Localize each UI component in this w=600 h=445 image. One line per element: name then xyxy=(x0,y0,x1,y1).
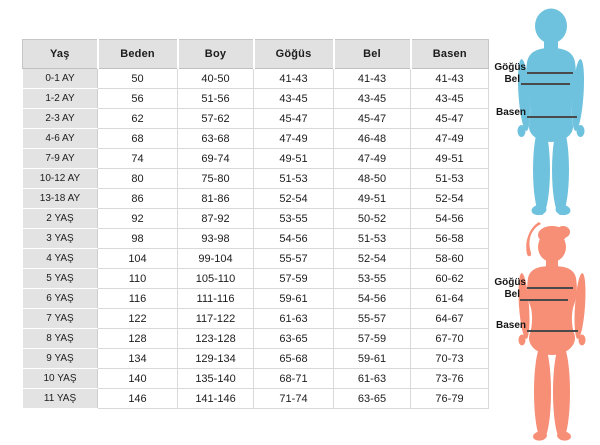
value-cell: 47-49 xyxy=(334,149,411,169)
value-cell: 64-67 xyxy=(411,309,489,329)
value-cell: 117-122 xyxy=(178,309,254,329)
value-cell: 99-104 xyxy=(178,249,254,269)
column-header-yas: Yaş xyxy=(23,40,98,69)
value-cell: 141-146 xyxy=(178,389,254,409)
boy-waist-label: Bel xyxy=(504,74,520,85)
value-cell: 74 xyxy=(98,149,178,169)
value-cell: 134 xyxy=(98,349,178,369)
value-cell: 56 xyxy=(98,89,178,109)
age-cell: 0-1 AY xyxy=(23,69,98,89)
value-cell: 61-63 xyxy=(334,369,411,389)
column-header-boy: Boy xyxy=(178,40,254,69)
column-header-bel: Bel xyxy=(334,40,411,69)
value-cell: 98 xyxy=(98,229,178,249)
value-cell: 105-110 xyxy=(178,269,254,289)
value-cell: 45-47 xyxy=(411,109,489,129)
age-cell: 4-6 AY xyxy=(23,129,98,149)
value-cell: 56-58 xyxy=(411,229,489,249)
value-cell: 46-48 xyxy=(334,129,411,149)
value-cell: 80 xyxy=(98,169,178,189)
boy-body-shapes xyxy=(516,9,586,216)
value-cell: 54-56 xyxy=(334,289,411,309)
value-cell: 122 xyxy=(98,309,178,329)
value-cell: 146 xyxy=(98,389,178,409)
table-row xyxy=(23,69,489,89)
value-cell: 55-57 xyxy=(334,309,411,329)
value-cell: 71-74 xyxy=(254,389,334,409)
table-row xyxy=(23,269,489,289)
age-cell: 4 YAŞ xyxy=(23,249,98,269)
table-row xyxy=(23,349,489,369)
table-row xyxy=(23,249,489,269)
table-row xyxy=(23,309,489,329)
value-cell: 111-116 xyxy=(178,289,254,309)
age-cell: 2-3 AY xyxy=(23,109,98,129)
value-cell: 45-47 xyxy=(334,109,411,129)
table-row xyxy=(23,149,489,169)
age-cell: 10 YAŞ xyxy=(23,369,98,389)
age-cell: 8 YAŞ xyxy=(23,329,98,349)
value-cell: 58-60 xyxy=(411,249,489,269)
age-cell: 9 YAŞ xyxy=(23,349,98,369)
girl-hip-label: Basen xyxy=(495,320,526,331)
boy-chest-label: Göğüs xyxy=(494,62,526,73)
value-cell: 59-61 xyxy=(254,289,334,309)
value-cell: 59-61 xyxy=(334,349,411,369)
value-cell: 63-65 xyxy=(254,329,334,349)
age-cell: 1-2 AY xyxy=(23,89,98,109)
table-row xyxy=(23,209,489,229)
value-cell: 52-54 xyxy=(334,249,411,269)
girl-waist-line xyxy=(520,299,568,301)
table-row xyxy=(23,189,489,209)
girl-hip-line xyxy=(527,330,578,332)
value-cell: 123-128 xyxy=(178,329,254,349)
column-header-gogus: Göğüs xyxy=(254,40,334,69)
value-cell: 51-56 xyxy=(178,89,254,109)
value-cell: 135-140 xyxy=(178,369,254,389)
value-cell: 65-68 xyxy=(254,349,334,369)
value-cell: 81-86 xyxy=(178,189,254,209)
value-cell: 57-59 xyxy=(334,329,411,349)
age-cell: 2 YAŞ xyxy=(23,209,98,229)
value-cell: 41-43 xyxy=(334,69,411,89)
value-cell: 52-54 xyxy=(411,189,489,209)
value-cell: 62 xyxy=(98,109,178,129)
age-cell: 7-9 AY xyxy=(23,149,98,169)
age-cell: 13-18 AY xyxy=(23,189,98,209)
table-row xyxy=(23,89,489,109)
value-cell: 116 xyxy=(98,289,178,309)
age-cell: 3 YAŞ xyxy=(23,229,98,249)
value-cell: 63-65 xyxy=(334,389,411,409)
header-row xyxy=(23,40,489,69)
value-cell: 73-76 xyxy=(411,369,489,389)
value-cell: 68 xyxy=(98,129,178,149)
value-cell: 69-74 xyxy=(178,149,254,169)
girl-chest-label: Göğüs xyxy=(494,277,526,288)
table-row xyxy=(23,129,489,149)
value-cell: 41-43 xyxy=(254,69,334,89)
boy-chest-line xyxy=(527,72,573,74)
girl-waist-label: Bel xyxy=(504,289,520,300)
column-header-basen: Basen xyxy=(411,40,489,69)
boy-hip-label: Basen xyxy=(495,107,526,118)
column-header-beden: Beden xyxy=(98,40,178,69)
value-cell: 87-92 xyxy=(178,209,254,229)
table-row xyxy=(23,329,489,349)
value-cell: 57-59 xyxy=(254,269,334,289)
boy-waist-line xyxy=(521,83,570,85)
value-cell: 86 xyxy=(98,189,178,209)
value-cell: 53-55 xyxy=(254,209,334,229)
value-cell: 129-134 xyxy=(178,349,254,369)
value-cell: 49-51 xyxy=(254,149,334,169)
value-cell: 47-49 xyxy=(411,129,489,149)
value-cell: 55-57 xyxy=(254,249,334,269)
value-cell: 52-54 xyxy=(254,189,334,209)
age-cell: 7 YAŞ xyxy=(23,309,98,329)
value-cell: 47-49 xyxy=(254,129,334,149)
value-cell: 43-45 xyxy=(411,89,489,109)
value-cell: 68-71 xyxy=(254,369,334,389)
value-cell: 49-51 xyxy=(334,189,411,209)
value-cell: 110 xyxy=(98,269,178,289)
value-cell: 54-56 xyxy=(411,209,489,229)
value-cell: 50 xyxy=(98,69,178,89)
value-cell: 48-50 xyxy=(334,169,411,189)
size-table xyxy=(22,39,489,409)
value-cell: 67-70 xyxy=(411,329,489,349)
table-row xyxy=(23,109,489,129)
value-cell: 50-52 xyxy=(334,209,411,229)
age-cell: 11 YAŞ xyxy=(23,389,98,409)
value-cell: 40-50 xyxy=(178,69,254,89)
value-cell: 51-53 xyxy=(254,169,334,189)
value-cell: 54-56 xyxy=(254,229,334,249)
value-cell: 57-62 xyxy=(178,109,254,129)
age-cell: 10-12 AY xyxy=(23,169,98,189)
value-cell: 140 xyxy=(98,369,178,389)
value-cell: 51-53 xyxy=(334,229,411,249)
table-row xyxy=(23,229,489,249)
value-cell: 49-51 xyxy=(411,149,489,169)
age-cell: 5 YAŞ xyxy=(23,269,98,289)
value-cell: 104 xyxy=(98,249,178,269)
table-row xyxy=(23,289,489,309)
value-cell: 76-79 xyxy=(411,389,489,409)
value-cell: 75-80 xyxy=(178,169,254,189)
value-cell: 70-73 xyxy=(411,349,489,369)
value-cell: 61-64 xyxy=(411,289,489,309)
value-cell: 51-53 xyxy=(411,169,489,189)
girl-chest-line xyxy=(527,287,573,289)
value-cell: 128 xyxy=(98,329,178,349)
girl-silhouette xyxy=(514,222,590,444)
size-table-body xyxy=(23,69,489,409)
value-cell: 43-45 xyxy=(334,89,411,109)
value-cell: 53-55 xyxy=(334,269,411,289)
table-row xyxy=(23,369,489,389)
value-cell: 61-63 xyxy=(254,309,334,329)
boy-hip-line xyxy=(527,116,577,118)
value-cell: 43-45 xyxy=(254,89,334,109)
value-cell: 93-98 xyxy=(178,229,254,249)
value-cell: 63-68 xyxy=(178,129,254,149)
value-cell: 41-43 xyxy=(411,69,489,89)
age-cell: 6 YAŞ xyxy=(23,289,98,309)
value-cell: 92 xyxy=(98,209,178,229)
table-row xyxy=(23,389,489,409)
table-row xyxy=(23,169,489,189)
value-cell: 45-47 xyxy=(254,109,334,129)
value-cell: 60-62 xyxy=(411,269,489,289)
